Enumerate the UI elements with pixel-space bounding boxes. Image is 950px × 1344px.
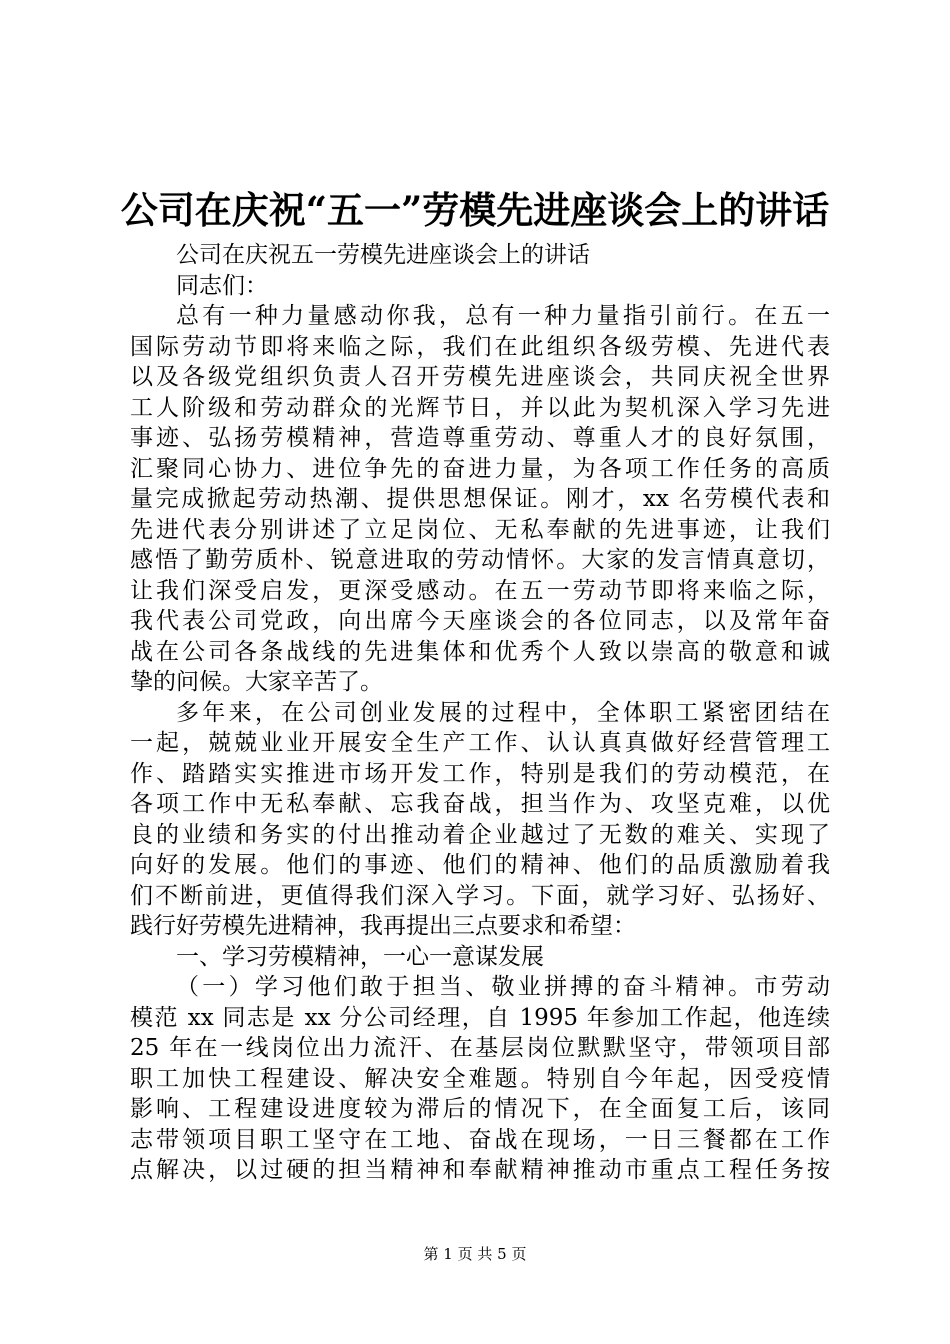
paragraph-line: 先进代表分别讲述了立足岗位、无私奉献的先进事迹，让我们	[130, 516, 830, 543]
paragraph-line: 总有一种力量感动你我，总有一种力量指引前行。在五一	[176, 303, 830, 329]
paragraph-line: 践行好劳模先进精神，我再提出三点要求和希望：	[130, 913, 636, 939]
paragraph-line: 多年来，在公司创业发展的过程中，全体职工紧密团结在	[176, 699, 830, 726]
paragraph-line: 一起，兢兢业业开展安全生产工作、认认真真做好经营管理工	[130, 730, 830, 756]
paragraph-line: 25 年在一线岗位出力流汗、在基层岗位默默坚守，带领项目部	[130, 1035, 830, 1061]
paragraph-line: 作、踏踏实实推进市场开发工作，特别是我们的劳动模范，在	[130, 760, 830, 787]
page-footer: 第 1 页 共 5 页	[423, 1245, 527, 1263]
salutation: 同志们：	[176, 272, 268, 299]
paragraph-line: 我代表公司党政，向出席今天座谈会的各位同志，以及常年奋	[130, 608, 830, 634]
paragraph-line: 让我们深受启发，更深受感动。在五一劳动节即将来临之际，	[130, 577, 830, 604]
paragraph-line: 挚的问候。大家辛苦了。	[130, 669, 383, 695]
paragraph-line: 工人阶级和劳动群众的光辉节日，并以此为契机深入学习先进	[130, 394, 830, 421]
paragraph-line: 模范 xx 同志是 xx 分公司经理，自 1995 年参加工作起，他连续	[130, 1004, 830, 1031]
paragraph-line: 点解决，以过硬的担当精神和奉献精神推动市重点工程任务按	[130, 1157, 830, 1183]
paragraph-line: 感悟了勤劳质朴、锐意进取的劳动情怀。大家的发言情真意切，	[130, 547, 830, 573]
paragraph-line: 以及各级党组织负责人召开劳模先进座谈会，共同庆祝全世界	[130, 364, 830, 390]
paragraph-line: 良的业绩和务实的付出推动着企业越过了无数的难关、实现了	[130, 821, 830, 848]
paragraph-line: 职工加快工程建设、解决安全难题。特别自今年起，因受疫情	[130, 1065, 830, 1092]
paragraph-line: 志带领项目职工坚守在工地、奋战在现场，一日三餐都在工作	[130, 1126, 830, 1153]
paragraph-3	[130, 972, 830, 1186]
document-subtitle: 公司在庆祝五一劳模先进座谈会上的讲话	[176, 242, 590, 268]
paragraph-line: （一）学习他们敢于担当、敬业拼搏的奋斗精神。市劳动	[176, 974, 830, 1000]
paragraph-line: 战在公司各条战线的先进集体和优秀个人致以崇高的敬意和诚	[130, 638, 830, 665]
section-heading: 一、学习劳模精神，一心一意谋发展	[176, 943, 544, 970]
paragraph-line: 们不断前进，更值得我们深入学习。下面，就学习好、弘扬好、	[130, 882, 830, 909]
paragraph-line: 汇聚同心协力、进位争先的奋进力量，为各项工作任务的高质	[130, 455, 830, 482]
paragraph-line: 各项工作中无私奉献、忘我奋战，担当作为、攻坚克难，以优	[130, 791, 830, 817]
paragraph-line: 影响、工程建设进度较为滞后的情况下，在全面复工后，该同	[130, 1096, 830, 1122]
paragraph-line: 国际劳动节即将来临之际，我们在此组织各级劳模、先进代表	[130, 333, 830, 360]
paragraph-1	[130, 301, 830, 698]
paragraph-line: 向好的发展。他们的事迹、他们的精神、他们的品质激励着我	[130, 852, 830, 878]
paragraph-2	[130, 698, 830, 942]
document-title: 公司在庆祝“五一”劳模先进座谈会上的讲话	[120, 188, 830, 232]
paragraph-line: 量完成掀起劳动热潮、提供思想保证。刚才，xx 名劳模代表和	[130, 486, 830, 512]
document-body	[130, 240, 830, 1186]
paragraph-line: 事迹、弘扬劳模精神，营造尊重劳动、尊重人才的良好氛围，	[130, 425, 830, 451]
